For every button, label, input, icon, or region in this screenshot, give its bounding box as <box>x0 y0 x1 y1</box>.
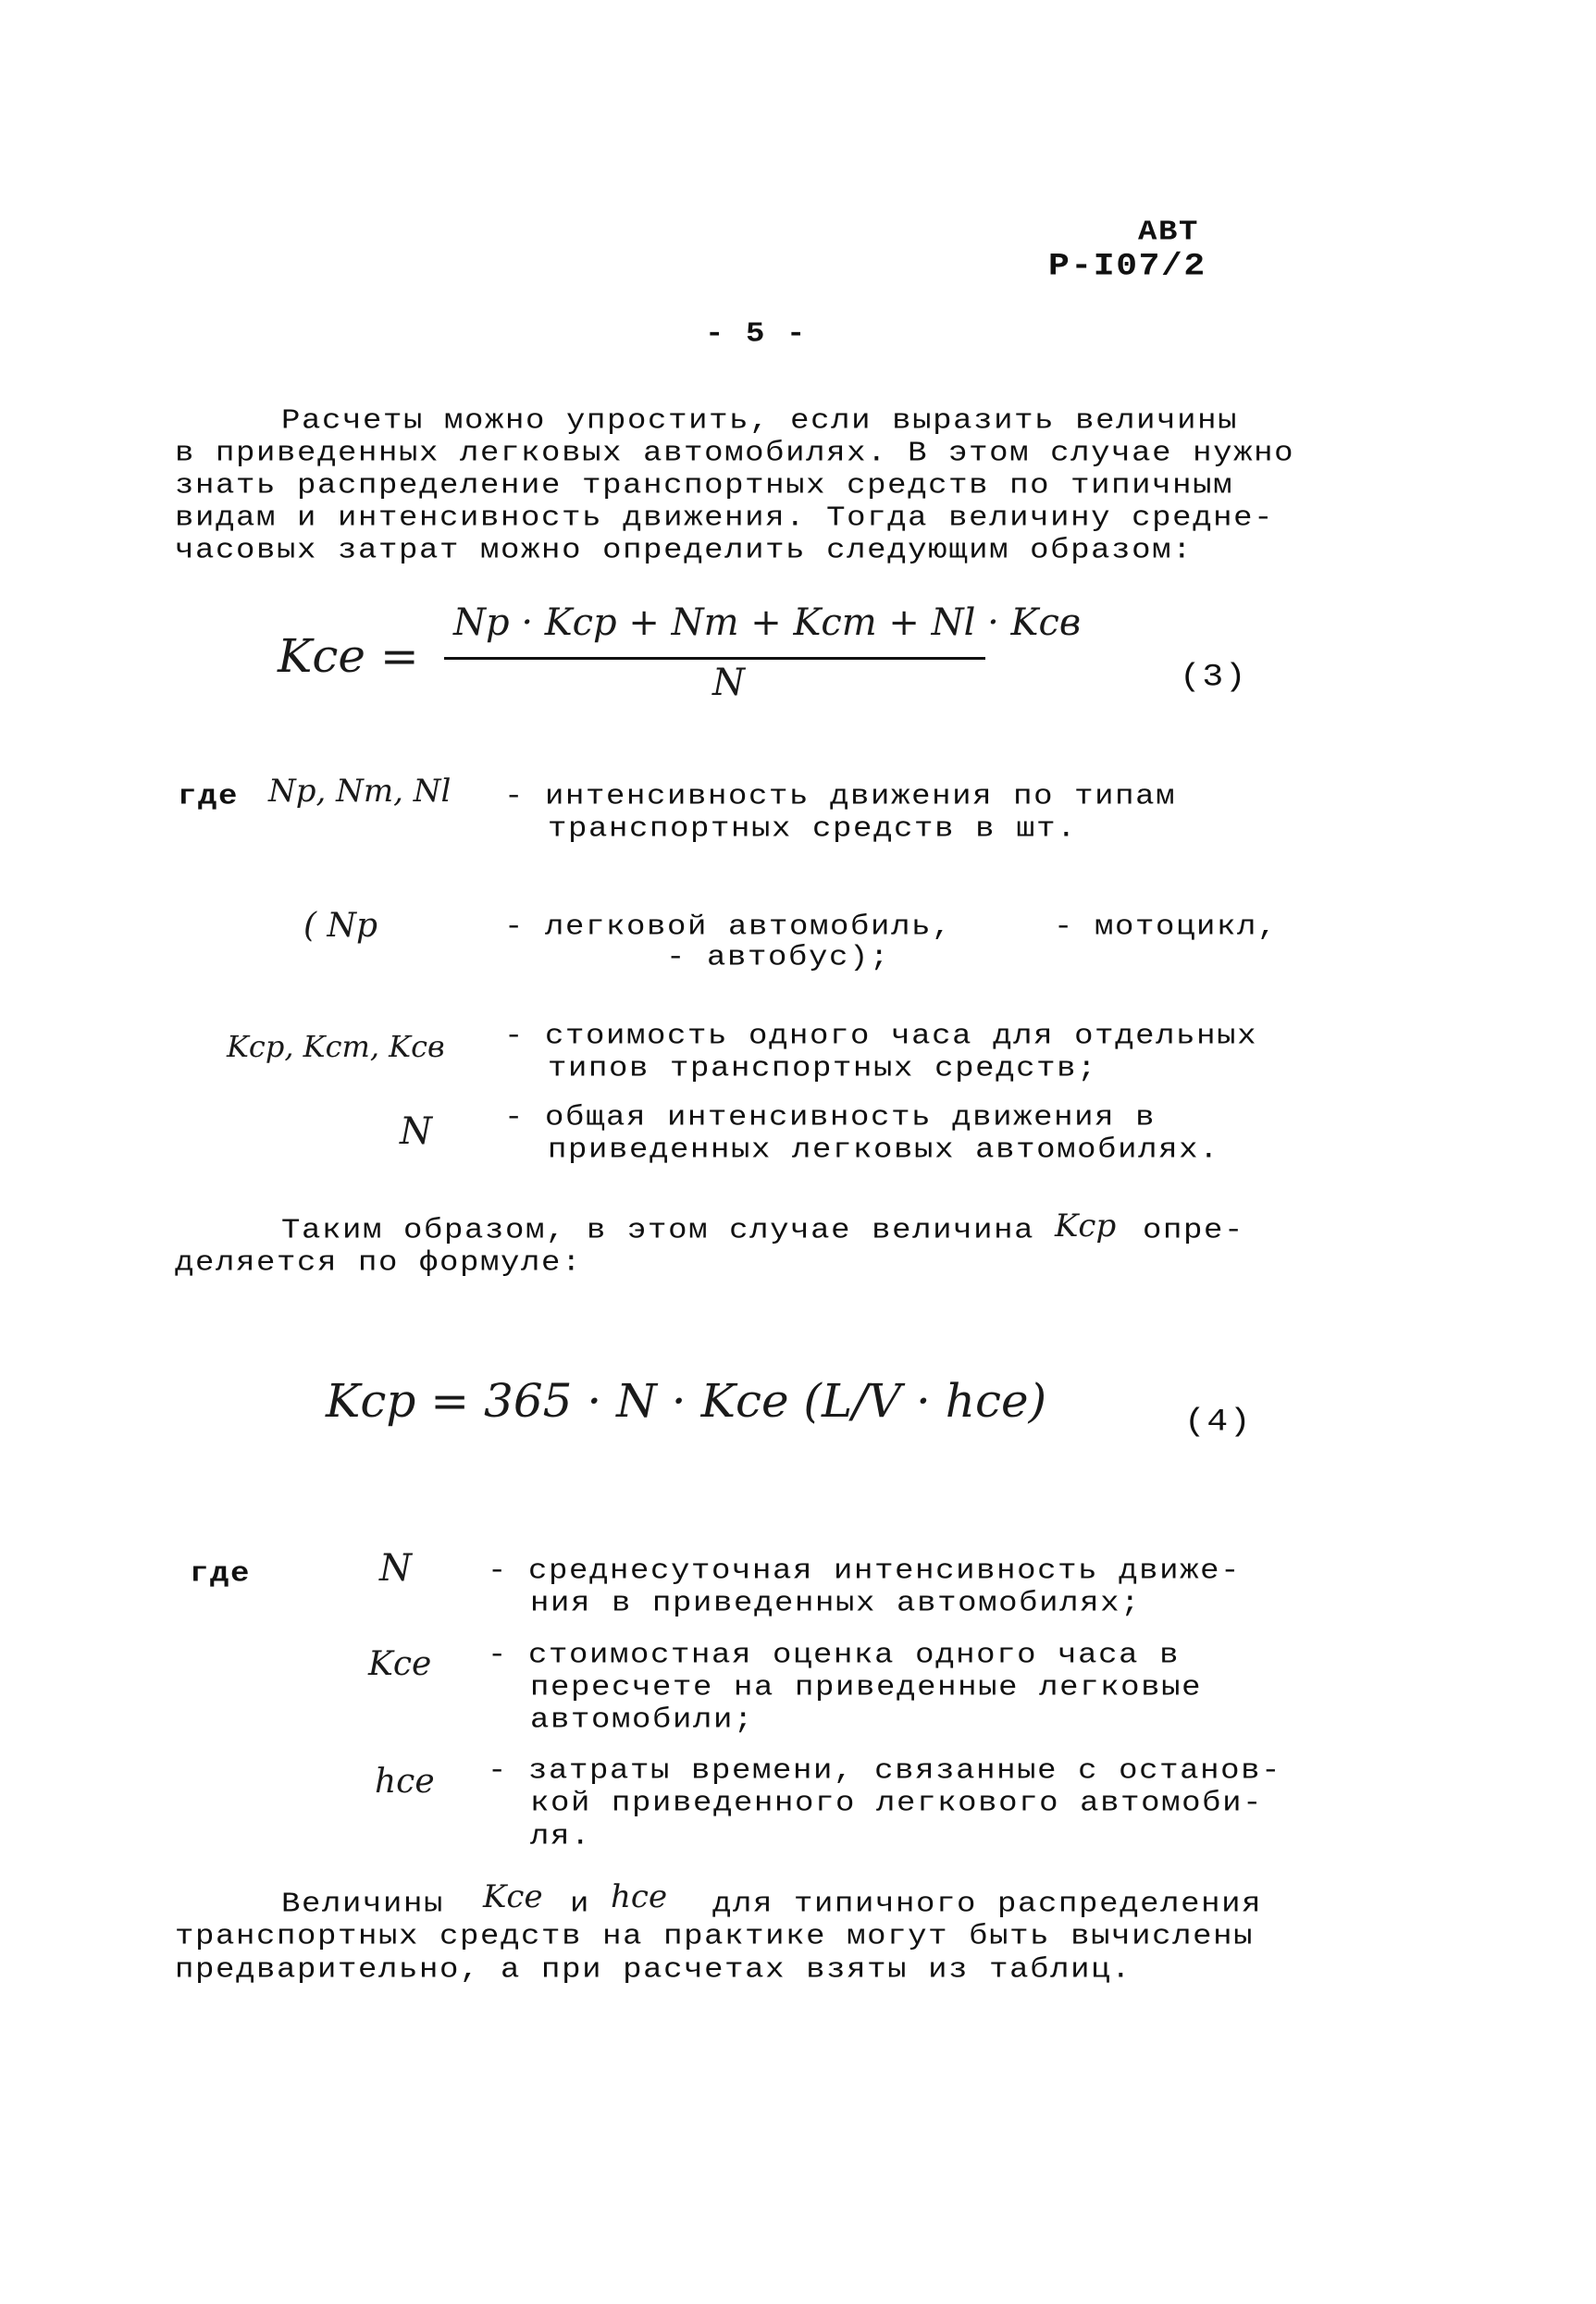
definition-line: - затраты времени, связанные с останов- <box>488 1755 1282 1788</box>
symbol: N <box>400 1110 432 1153</box>
equation-number: (3) <box>1180 659 1248 696</box>
where-label: где <box>178 781 240 813</box>
definition-line: приведенных легковых автомобилях. <box>548 1134 1220 1167</box>
definition-line: - общая интенсивность движения в <box>504 1102 1157 1134</box>
symbol: hce <box>375 1763 435 1801</box>
symbol: ( Np <box>303 907 378 945</box>
paragraph-line: в приведенных легковых автомобилях. В этом случае нужно <box>175 438 1295 470</box>
definition-line: транспортных средств в шт. <box>548 813 1078 846</box>
paragraph-line: предварительно, а при расчетах взяты из таблиц. <box>175 1954 1132 1987</box>
definition-line: кой приведенного легкового автомоби- <box>530 1788 1264 1820</box>
paragraph-line: деляется по формуле: <box>175 1247 583 1280</box>
definition-line: - автобус); <box>666 942 891 974</box>
definition-line: ния в приведенных автомобилях; <box>530 1588 1142 1620</box>
document-code-top: АВТ <box>1138 217 1200 249</box>
paragraph-line: Расчеты можно упростить, если выразить величины <box>281 405 1239 438</box>
definition-line: - стоимостная оценка одного часа в <box>488 1640 1181 1672</box>
paragraph-text: для типичного распределения <box>712 1889 1263 1921</box>
formula-lhs: Kce = <box>278 629 419 683</box>
symbol: N <box>379 1547 412 1590</box>
equation-number: (4) <box>1184 1404 1253 1441</box>
paragraph-line: транспортных средств на практике могут быть вычислены <box>175 1921 1255 1953</box>
paragraph-line: часовых затрат можно определить следующим образом: <box>175 535 1194 567</box>
symbol: Kcp <box>1055 1208 1117 1245</box>
definition-line: - стоимость одного часа для отдельных <box>504 1021 1258 1053</box>
paragraph-text: Таким образом, в этом случае величина <box>281 1215 1035 1247</box>
definition-line: - интенсивность движения по типам <box>504 781 1177 813</box>
paragraph-text: опре- <box>1143 1215 1245 1247</box>
fraction-bar <box>444 657 985 660</box>
paragraph-line: видам и интенсивность движения. Тогда величину средне- <box>175 502 1275 535</box>
symbol-list: Np, Nm, Nl <box>268 773 452 810</box>
definition-line: - среднесуточная интенсивность движе- <box>488 1555 1242 1588</box>
formula-denominator: N <box>712 662 745 704</box>
formula-numerator: Np · Kcp + Nm + Kcm + Nl · Kcв <box>453 601 1082 644</box>
symbol-list: Kcp, Kcm, Kcв <box>227 1029 445 1064</box>
definition-line: - легковой автомобиль, <box>504 911 953 944</box>
paragraph-line: знать распределение транспортных средств по типичным <box>175 470 1234 502</box>
paragraph-text: и <box>570 1889 591 1921</box>
definition-line: автомобили; <box>530 1704 755 1737</box>
document-code: Р-I07/2 <box>1048 248 1206 285</box>
symbol: hce <box>611 1878 668 1915</box>
definition-line: ля. <box>530 1821 592 1853</box>
definition-line: типов транспортных средств; <box>548 1053 1098 1085</box>
definition-line: - мотоцикл, <box>1054 911 1279 944</box>
formula-expression: Kcp = 365 · N · Kce (L/V · hce) <box>326 1374 1047 1428</box>
page-number: - 5 - <box>705 318 808 351</box>
symbol: Kce <box>483 1878 543 1915</box>
where-label: где <box>190 1558 252 1591</box>
definition-line: пересчете на приведенные легковые <box>530 1672 1203 1704</box>
paragraph-text: Величины <box>281 1889 445 1921</box>
symbol: Kce <box>368 1645 432 1683</box>
